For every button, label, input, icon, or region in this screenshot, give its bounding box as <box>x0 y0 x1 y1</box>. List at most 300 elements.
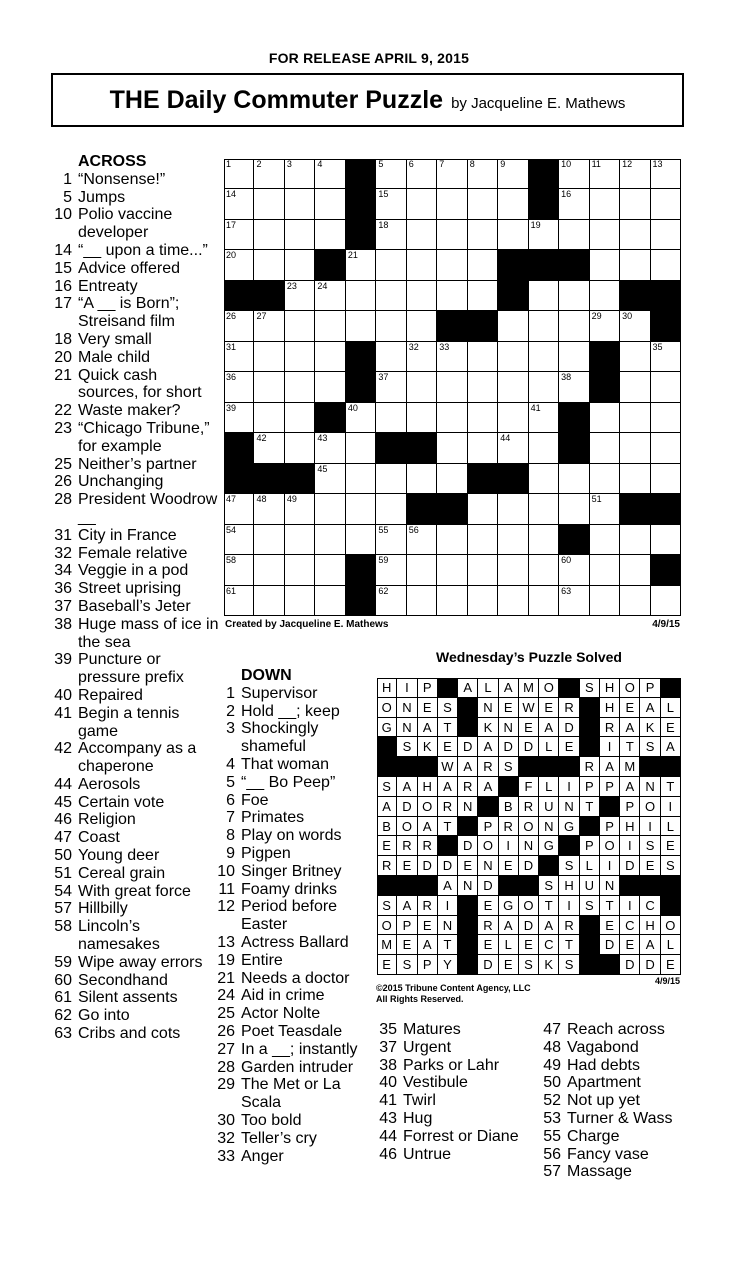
solution-letter: I <box>661 797 681 817</box>
clue-text: Waste maker? <box>78 402 181 420</box>
clue-number: 17 <box>54 295 72 313</box>
solution-letter: S <box>559 955 579 975</box>
grid-cell <box>437 464 467 494</box>
grid-cell <box>498 555 528 585</box>
cell-number: 63 <box>561 585 572 596</box>
solution-letter: T <box>539 896 559 916</box>
solution-letter: T <box>620 737 640 757</box>
clue-number: 26 <box>217 1022 235 1040</box>
clue-text: “A __ is Born”; Streisand film <box>78 295 180 331</box>
clue-number: 39 <box>54 651 72 669</box>
clue-item <box>52 349 220 367</box>
clue-number: 54 <box>54 882 72 900</box>
grid-cell <box>559 586 589 616</box>
grid-cell <box>620 433 650 463</box>
clue-item <box>214 756 374 774</box>
solution-letter: S <box>438 698 458 718</box>
clue-text: Had debts <box>567 1056 640 1074</box>
clue-text: Fancy vase <box>567 1145 649 1163</box>
grid-cell <box>376 189 406 219</box>
solution-letter: K <box>539 955 559 975</box>
clue-number: 5 <box>226 773 235 791</box>
cell-number: 1 <box>226 159 232 169</box>
grid-cell <box>407 159 437 189</box>
cell-number: 17 <box>226 219 237 230</box>
grid-cell <box>437 403 467 433</box>
clue-item <box>214 898 374 934</box>
grid-cell <box>224 403 254 433</box>
solution-letter: Y <box>438 955 458 975</box>
clue-text: President Woodrow __ <box>78 491 218 526</box>
clue-number: 29 <box>217 1076 235 1094</box>
grid-cell <box>254 586 284 616</box>
clue-number: 11 <box>218 880 235 898</box>
clue-item <box>214 1148 374 1166</box>
solution-letter: L <box>580 856 600 876</box>
grid-cell <box>346 250 376 280</box>
clue-text: Lincoln’s namesakes <box>78 918 160 954</box>
grid-cell <box>285 189 315 219</box>
clue-item <box>540 1057 690 1075</box>
solution-letter: O <box>600 836 620 856</box>
grid-cell <box>407 525 437 555</box>
clue-item <box>52 900 220 918</box>
grid-cell <box>315 586 345 616</box>
clue-item <box>214 881 374 899</box>
clue-number: 62 <box>54 1007 72 1025</box>
clue-item <box>214 792 374 810</box>
clue-item <box>52 740 220 776</box>
cell-number: 36 <box>226 372 237 383</box>
clue-item <box>377 1128 537 1146</box>
clue-number: 55 <box>543 1127 561 1145</box>
clue-number: 9 <box>226 844 235 862</box>
clue-text: Singer Britney <box>241 862 342 880</box>
black-square <box>559 433 589 463</box>
solution-letter: A <box>539 718 559 738</box>
cell-number: 37 <box>378 372 389 383</box>
clue-item <box>540 1128 690 1146</box>
clue-text: Too bold <box>241 1111 302 1129</box>
black-square <box>315 250 345 280</box>
solution-letter: T <box>600 896 620 916</box>
grid-cell <box>376 281 406 311</box>
clue-text: Certain vote <box>78 793 165 811</box>
cell-number: 12 <box>622 159 633 169</box>
solution-letter: E <box>377 955 397 975</box>
solution-letter: F <box>519 777 539 797</box>
cell-number: 18 <box>378 219 389 230</box>
cell-number: 54 <box>226 524 237 535</box>
grid-cell <box>254 342 284 372</box>
solution-letter: E <box>661 955 681 975</box>
grid-cell <box>620 159 650 189</box>
clue-number: 33 <box>217 1147 235 1165</box>
rights-line: All Rights Reserved. <box>376 994 464 1004</box>
solution-letter: C <box>620 916 640 936</box>
solution-letter: D <box>418 856 438 876</box>
solution-letter: E <box>640 856 660 876</box>
clue-text: “__ Bo Peep” <box>241 773 336 791</box>
clue-item <box>214 1041 374 1059</box>
solution-letter: K <box>418 737 438 757</box>
solution-letter: A <box>499 916 519 936</box>
grid-cell <box>590 220 620 250</box>
grid-cell <box>376 159 406 189</box>
grid-cell <box>468 586 498 616</box>
solution-letter: A <box>397 777 417 797</box>
solution-letter: I <box>559 896 579 916</box>
solution-letter: A <box>478 737 498 757</box>
clue-text: Wipe away errors <box>78 953 203 971</box>
solution-letter: H <box>377 678 397 698</box>
solution-letter: S <box>397 737 417 757</box>
grid-cell <box>437 189 467 219</box>
clue-item <box>540 1021 690 1039</box>
clue-number: 6 <box>226 791 235 809</box>
clue-number: 48 <box>543 1038 561 1056</box>
clue-text: Young deer <box>78 847 160 865</box>
grid-cell <box>315 494 345 524</box>
grid-cell <box>590 311 620 341</box>
clue-text: “Chicago Tribune,” for example <box>78 419 210 455</box>
clue-number: 45 <box>54 793 72 811</box>
solution-letter: D <box>600 935 620 955</box>
clue-item <box>52 189 220 207</box>
solution-letter: R <box>559 916 579 936</box>
across-heading: ACROSS <box>78 153 147 170</box>
grid-credit: Created by Jacqueline E. Mathews <box>225 619 389 630</box>
grid-cell <box>651 372 681 402</box>
grid-cell <box>407 555 437 585</box>
solution-letter: R <box>397 836 417 856</box>
grid-cell <box>468 250 498 280</box>
clue-item <box>52 865 220 883</box>
grid-cell <box>285 311 315 341</box>
clue-text: Coast <box>78 829 120 847</box>
grid-cell <box>651 433 681 463</box>
clue-text: Aerosols <box>78 775 141 793</box>
copyright <box>376 983 531 1005</box>
clue-text: Actor Nolte <box>241 1005 321 1023</box>
solution-letter: N <box>539 817 559 837</box>
cell-number: 62 <box>378 585 389 596</box>
clue-item <box>377 1039 537 1057</box>
clue-text: Entire <box>241 951 283 969</box>
grid-cell <box>498 342 528 372</box>
grid-cell <box>437 281 467 311</box>
clue-item <box>52 242 220 260</box>
solution-letter: H <box>418 777 438 797</box>
grid-cell <box>407 586 437 616</box>
grid-cell <box>376 555 406 585</box>
grid-cell <box>498 220 528 250</box>
cell-number: 11 <box>591 159 601 169</box>
grid-cell <box>315 281 345 311</box>
grid-cell <box>407 250 437 280</box>
grid-cell <box>315 464 345 494</box>
cell-number: 32 <box>408 341 419 352</box>
grid-cell <box>437 586 467 616</box>
clue-item <box>214 970 374 988</box>
clue-text: Anger <box>241 1147 284 1165</box>
black-square <box>346 372 376 402</box>
grid-cell <box>254 189 284 219</box>
grid-cell <box>651 159 681 189</box>
solution-letter: A <box>620 777 640 797</box>
solved-date: 4/9/15 <box>654 976 680 986</box>
grid-cell <box>254 403 284 433</box>
solution-letter: S <box>397 955 417 975</box>
clue-number: 61 <box>54 989 72 1007</box>
puzzle-byline: by Jacqueline E. Mathews <box>451 94 626 112</box>
solution-grid <box>377 678 681 975</box>
solution-letter: P <box>600 817 620 837</box>
solution-letter: D <box>620 955 640 975</box>
clue-number: 35 <box>379 1021 397 1038</box>
black-square <box>346 189 376 219</box>
grid-cell <box>315 555 345 585</box>
solution-letter: L <box>661 935 681 955</box>
grid-cell <box>498 525 528 555</box>
clue-number: 59 <box>54 953 72 971</box>
clue-item <box>540 1039 690 1057</box>
clue-number: 41 <box>54 704 72 722</box>
cell-number: 5 <box>378 159 384 169</box>
clue-number: 22 <box>54 402 72 420</box>
clue-text: Foamy drinks <box>241 880 338 898</box>
solution-letter: D <box>438 856 458 876</box>
grid-cell <box>376 250 406 280</box>
puzzle-title: THE Daily Commuter Puzzle <box>109 85 444 114</box>
clue-number: 4 <box>226 755 235 773</box>
cell-number: 44 <box>500 433 511 444</box>
clue-item <box>540 1163 690 1181</box>
clue-text: Hillbilly <box>78 900 128 918</box>
grid-cell <box>437 220 467 250</box>
solution-letter: P <box>418 678 438 698</box>
clue-text: Repaired <box>78 686 143 704</box>
solution-letter: L <box>499 935 519 955</box>
clue-text: “Nonsense!” <box>78 170 166 188</box>
grid-cell <box>651 586 681 616</box>
clue-number: 50 <box>543 1074 561 1092</box>
grid-cell <box>590 464 620 494</box>
down-clues-col2 <box>377 1021 537 1163</box>
clue-number: 21 <box>54 366 72 384</box>
clue-number: 24 <box>217 987 235 1005</box>
grid-cell <box>590 250 620 280</box>
grid-cell <box>468 281 498 311</box>
solution-letter: N <box>519 836 539 856</box>
grid-cell <box>376 525 406 555</box>
black-square <box>468 464 498 494</box>
grid-cell <box>285 372 315 402</box>
clue-text: Garden intruder <box>241 1058 354 1076</box>
clue-item <box>377 1092 537 1110</box>
clue-text: Secondhand <box>78 971 168 989</box>
clue-number: 42 <box>54 740 72 758</box>
solution-letter: O <box>519 817 539 837</box>
clue-number: 63 <box>54 1025 72 1043</box>
clue-item <box>52 972 220 990</box>
clue-number: 1 <box>226 684 235 702</box>
clue-item <box>52 206 220 242</box>
clue-text: Vestibule <box>403 1074 468 1092</box>
clue-number: 18 <box>54 330 72 348</box>
clue-number: 14 <box>54 241 72 259</box>
grid-cell <box>529 586 559 616</box>
solution-letter: R <box>580 757 600 777</box>
grid-cell <box>620 403 650 433</box>
solution-letter: O <box>519 896 539 916</box>
cell-number: 30 <box>622 311 633 322</box>
grid-cell <box>468 372 498 402</box>
clue-number: 13 <box>217 933 235 951</box>
grid-cell <box>224 586 254 616</box>
clue-item <box>52 989 220 1007</box>
solution-letter: E <box>499 698 519 718</box>
clue-item <box>52 616 220 652</box>
grid-cell <box>590 159 620 189</box>
grid-cell <box>224 555 254 585</box>
solution-letter: D <box>519 856 539 876</box>
clue-item <box>540 1110 690 1128</box>
solution-letter: G <box>499 896 519 916</box>
clue-number: 1 <box>63 170 72 188</box>
solution-letter: G <box>539 836 559 856</box>
clue-text: Polio vaccine developer <box>78 206 173 242</box>
solution-letter: N <box>559 797 579 817</box>
clue-number: 44 <box>54 775 72 793</box>
cell-number: 41 <box>530 402 541 413</box>
clue-item <box>214 703 374 721</box>
grid-cell <box>498 403 528 433</box>
clue-text: Entreaty <box>78 277 138 295</box>
clue-number: 49 <box>543 1056 561 1074</box>
grid-cell <box>651 525 681 555</box>
clue-text: That woman <box>241 755 330 773</box>
solution-letter: P <box>620 797 640 817</box>
clue-number: 25 <box>54 455 72 473</box>
clue-item <box>52 367 220 403</box>
solution-letter: S <box>559 856 579 876</box>
grid-cell <box>559 311 589 341</box>
grid-cell <box>437 433 467 463</box>
clue-number: 44 <box>379 1127 397 1145</box>
clue-text: Supervisor <box>241 684 318 702</box>
grid-cell <box>620 555 650 585</box>
solution-letter: R <box>418 836 438 856</box>
clue-item <box>52 598 220 616</box>
grid-cell <box>590 433 620 463</box>
clue-number: 16 <box>54 277 72 295</box>
clue-text: Female relative <box>78 544 188 562</box>
solution-letter: B <box>499 797 519 817</box>
solution-letter: S <box>539 876 559 896</box>
grid-cell <box>498 372 528 402</box>
grid-cell <box>590 525 620 555</box>
solution-letter: E <box>661 718 681 738</box>
grid-cell <box>285 281 315 311</box>
solution-letter: E <box>377 836 397 856</box>
grid-cell <box>407 189 437 219</box>
solution-letter: E <box>478 935 498 955</box>
solution-letter: T <box>559 935 579 955</box>
clue-text: Urgent <box>403 1038 452 1056</box>
clue-number: 27 <box>217 1040 235 1058</box>
clue-item <box>214 1023 374 1041</box>
grid-cell <box>529 311 559 341</box>
cell-number: 31 <box>226 341 237 352</box>
clue-number: 53 <box>543 1109 561 1127</box>
grid-cell <box>315 159 345 189</box>
clue-item <box>52 402 220 420</box>
clue-number: 10 <box>54 206 72 224</box>
solution-letter: I <box>559 777 579 797</box>
clue-number: 30 <box>217 1111 235 1129</box>
grid-cell <box>254 372 284 402</box>
grid-cell <box>590 586 620 616</box>
clue-text: Puncture or pressure prefix <box>78 651 184 687</box>
clue-number: 34 <box>54 562 72 580</box>
clue-item <box>377 1057 537 1075</box>
grid-cell <box>407 464 437 494</box>
grid-cell <box>376 494 406 524</box>
clue-number: 56 <box>543 1145 561 1163</box>
cell-number: 14 <box>226 189 237 200</box>
grid-cell <box>529 342 559 372</box>
solution-letter: O <box>539 678 559 698</box>
title-box <box>51 73 684 127</box>
solution-letter: S <box>519 955 539 975</box>
clue-text: Shockingly shameful <box>241 720 319 756</box>
solution-letter: A <box>458 678 478 698</box>
clue-text: Charge <box>567 1127 620 1145</box>
solution-letter: L <box>661 698 681 718</box>
solution-letter: N <box>397 698 417 718</box>
clue-number: 47 <box>54 829 72 847</box>
solution-letter: E <box>499 955 519 975</box>
grid-cell <box>590 403 620 433</box>
solution-letter: N <box>499 718 519 738</box>
solution-letter: G <box>377 718 397 738</box>
solution-letter: N <box>458 876 478 896</box>
solution-letter: T <box>661 777 681 797</box>
clue-text: City in France <box>78 526 177 544</box>
clue-item <box>214 720 374 756</box>
clue-item <box>52 456 220 474</box>
black-square <box>346 586 376 616</box>
down-clues-col3 <box>540 1021 690 1181</box>
grid-cell <box>224 311 254 341</box>
grid-cell <box>651 220 681 250</box>
clue-number: 2 <box>226 702 235 720</box>
clue-item <box>52 705 220 741</box>
grid-cell <box>498 494 528 524</box>
grid-cell <box>468 220 498 250</box>
solution-letter: S <box>580 896 600 916</box>
grid-cell <box>468 342 498 372</box>
clue-text: Reach across <box>567 1021 665 1038</box>
clue-text: Accompany as a chaperone <box>78 740 197 776</box>
grid-cell <box>254 494 284 524</box>
grid-cell <box>498 311 528 341</box>
cell-number: 27 <box>256 311 267 322</box>
clue-text: Jumps <box>78 188 126 206</box>
solution-letter: T <box>438 935 458 955</box>
clue-item <box>52 473 220 491</box>
